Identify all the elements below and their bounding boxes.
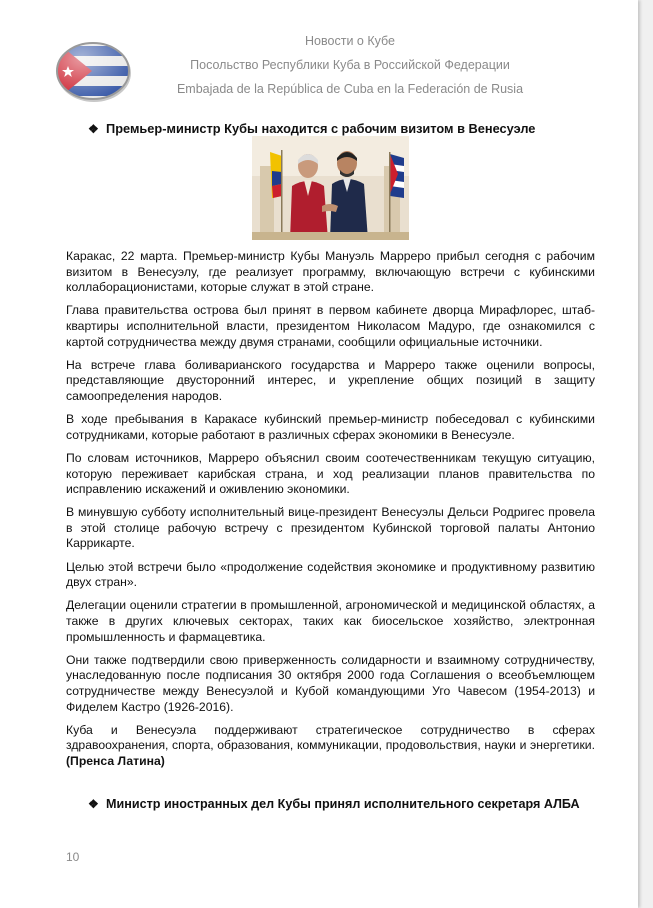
article-paragraph-text: Куба и Венесуэла поддерживают стратегическое сотрудничество в сферах здравоохранения, спорта, образования, коммуникации, продовольствия, науки и энергетики.: [66, 722, 595, 753]
article-paragraph: Целью этой встречи было «продолжение содействия экономике и продуктивному развитию двух стран».: [66, 559, 595, 590]
article-paragraph: По словам источников, Марреро объяснил своим соотечественникам текущую ситуацию, которую переживает карибская страна, и ход реализации планов правительства по исправлению искажений и оживлению экономики.: [66, 450, 595, 497]
article-title: Премьер-министр Кубы находится с рабочим визитом в Венесуэле: [106, 121, 536, 136]
diamond-bullet-icon: ❖: [88, 122, 99, 136]
article-headline: [88, 121, 535, 136]
article-paragraph: Каракас, 22 марта. Премьер-министр Кубы Мануэль Марреро прибыл сегодня с рабочим визитом в Венесуэлу, где реализует программу, включающую встречи с кубинскими коллаборационистами, которые служат в этой стране.: [66, 249, 595, 295]
page-number: 10: [66, 850, 80, 864]
article-paragraph: Делегации оценили стратегии в промышленной, агрономической и медицинской областях, а также в других ключевых секторах, таких как биосельское хозяйство, электронная промышленность и фармацевтика.: [66, 598, 595, 644]
article-paragraph: В минувшую субботу исполнительный вице-президент Венесуэлы Дельси Родригес провела в этой столице рабочую встречу с президентом Кубинской торговой палаты Антонио Каррикарте.: [66, 505, 595, 551]
article-paragraph: Глава правительства острова был принят в первом кабинете дворца Мирафлорес, штаб-квартиры исполнительной власти, президентом Николасом Мадуро, где ознакомился с картой сотрудничества между двумя странами, сообщили официальные источники.: [66, 303, 595, 349]
leaders-handshake-photo: [252, 136, 409, 240]
article-paragraph: В ходе пребывания в Каракасе кубинский премьер-министр побеседовал с кубинскими сотрудниками, которые работают в различных сферах экономики в Венесуэле.: [66, 412, 595, 442]
article-paragraph: На встрече глава боливарианского государства и Марреро также оценили вопросы, представляющие двусторонний интерес, и укрепление общих позиций в защиту самоопределения народов.: [66, 357, 595, 403]
cuba-flag-logo-icon: [54, 40, 132, 102]
header-embassy-es: Embajada de la República de Cuba en la Federación de Rusia: [176, 82, 524, 96]
article-source: (Пренса Латина): [66, 753, 165, 768]
article-paragraph: Они также подтвердили свою приверженность солидарности и взаимному сотрудничеству, унаследованную после подписания 30 октября 2000 года Соглашения о всеобъемлющем сотрудничестве между Венесуэлой и Кубой командующими Уго Чавесом (1954-2013) и Фиделем Кастро (1926-2016).: [66, 652, 595, 714]
article-body: [66, 249, 595, 777]
diamond-bullet-icon: ❖: [88, 797, 99, 811]
header-embassy-ru: Посольство Республики Куба в Российской Федерации: [190, 58, 510, 72]
header-title: Новости о Кубе: [305, 34, 395, 48]
article-paragraph-last: [66, 723, 595, 770]
next-article-title: Министр иностранных дел Кубы принял исполнительного секретаря АЛБА: [106, 797, 580, 811]
next-article-headline: [88, 797, 595, 813]
